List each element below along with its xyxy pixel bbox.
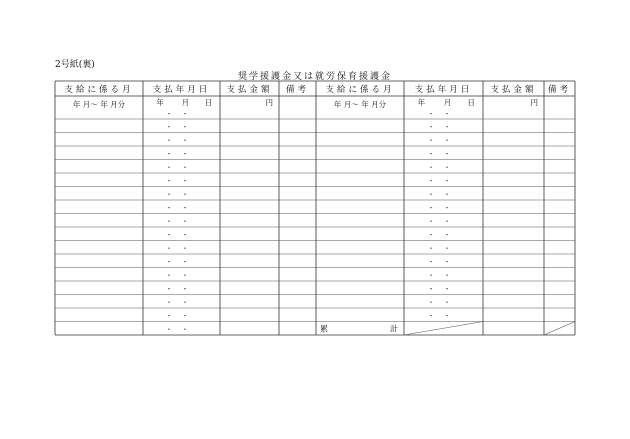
- form-number-label: 2号紙(裏): [55, 60, 95, 70]
- table-headers: [64, 84, 571, 95]
- header-amount: 支払金額: [490, 85, 537, 95]
- pay-year-unit: 年: [417, 98, 426, 107]
- date-separator-dots: ・・: [427, 203, 460, 212]
- header-amount: 支払金額: [226, 85, 273, 95]
- header-pay-date: 支払年月日: [152, 85, 211, 95]
- date-separator-dots: ・・: [427, 257, 460, 266]
- pay-year-unit: 年: [156, 98, 164, 107]
- pay-day-unit: 日: [467, 98, 475, 107]
- date-separator-dots: ・・: [165, 203, 198, 212]
- date-separator-dots: ・・: [427, 163, 460, 172]
- date-separator-dots: ・・: [165, 217, 198, 226]
- date-separator-dots: ・・: [165, 163, 198, 172]
- date-separator-dots: ・・: [427, 311, 460, 320]
- header-period: 支給に係る月: [325, 85, 395, 95]
- date-separator-dots: ・・: [165, 176, 198, 185]
- total-date-strike: [404, 322, 483, 336]
- date-separator-dots: ・・: [427, 122, 460, 131]
- date-separator-dots: ・・: [427, 230, 460, 239]
- cumulative-total-mark: 計: [390, 324, 398, 334]
- date-separator-dots: ・・: [165, 284, 198, 293]
- date-separator-dots: ・・: [427, 190, 460, 199]
- date-separator-dots: ・・: [165, 257, 198, 266]
- yen-unit: 円: [265, 98, 273, 107]
- date-separator-dots: ・・: [165, 325, 198, 334]
- header-remarks: 備考: [285, 85, 310, 95]
- date-separator-dots: ・・: [427, 110, 460, 118]
- date-separator-dots: ・・: [427, 298, 460, 307]
- date-separator-dots: ・・: [427, 271, 460, 280]
- pay-month-unit: 月: [181, 98, 190, 107]
- date-separator-dots: ・・: [165, 230, 198, 239]
- date-separator-dots: ・・: [165, 298, 198, 307]
- date-separator-dots: ・・: [427, 149, 460, 158]
- date-separator-dots: ・・: [165, 271, 198, 280]
- period-unit-label: 年 月〜 年 月分: [72, 100, 126, 109]
- header-pay-date: 支払年月日: [414, 85, 473, 95]
- date-separator-dots: ・・: [165, 311, 198, 320]
- date-separator-dots: ・・: [165, 149, 198, 158]
- date-separator-dots: ・・: [165, 190, 198, 199]
- pay-day-unit: 日: [204, 98, 213, 107]
- date-separator-dots: ・・: [427, 284, 460, 293]
- pay-month-unit: 月: [443, 98, 452, 107]
- period-unit-label: 年 月〜 年 月分: [333, 100, 387, 109]
- yen-unit: 円: [530, 98, 538, 107]
- date-separator-dots: ・・: [165, 136, 198, 145]
- cumulative-total-label: 累: [320, 324, 328, 334]
- total-remarks-strike: [544, 322, 575, 336]
- date-separator-dots: ・・: [427, 217, 460, 226]
- date-separator-dots: ・・: [427, 176, 460, 185]
- date-separator-dots: ・・: [427, 244, 460, 253]
- header-period: 支給に係る月: [64, 85, 134, 95]
- date-separator-dots: ・・: [165, 122, 198, 131]
- form-title: 奨学援護金又は就労保育援護金: [237, 72, 392, 82]
- header-remarks: 備考: [547, 85, 572, 95]
- date-separator-dots: ・・: [427, 136, 460, 145]
- date-separator-dots: ・・: [165, 110, 198, 118]
- date-separator-dots: ・・: [165, 244, 198, 253]
- table-grid-lines: [55, 81, 575, 335]
